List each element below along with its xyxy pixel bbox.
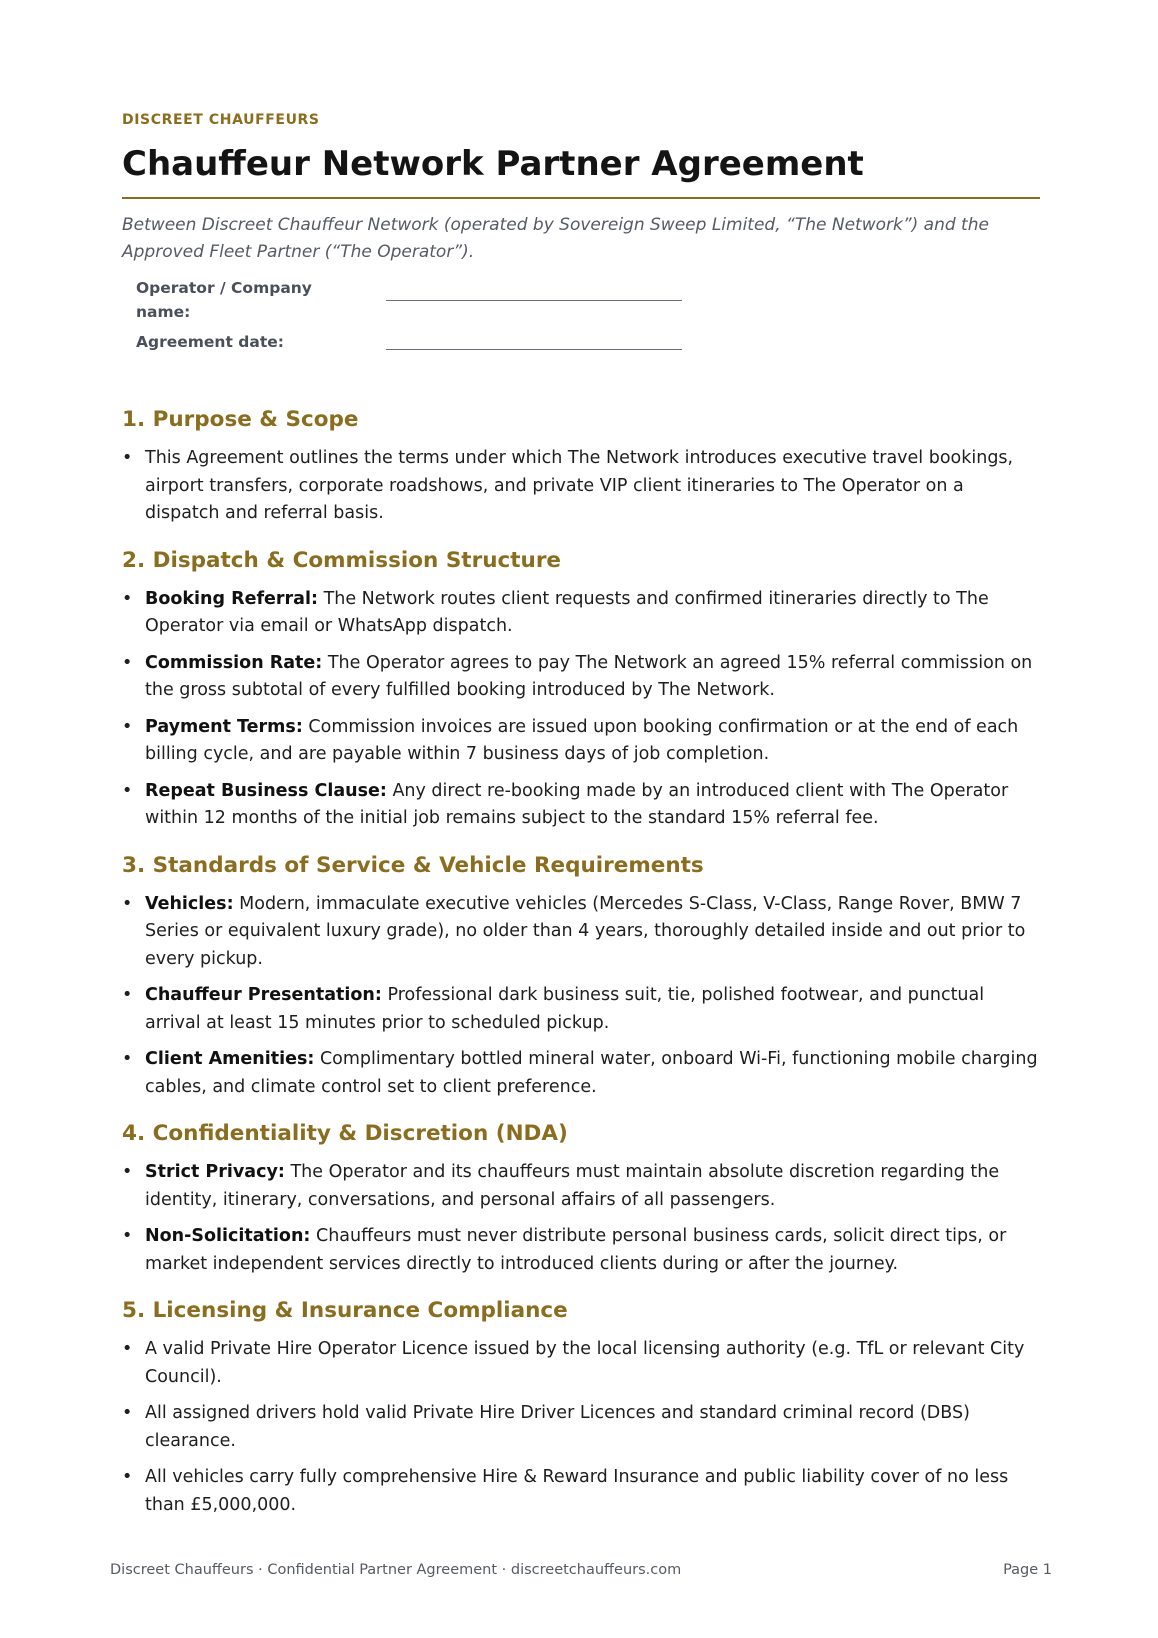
bullet-icon: • [122,1339,133,1359]
section-4 [122,1119,1040,1278]
bullet-icon: • [122,1226,133,1246]
item-text: Professional dark business suit, tie, polished footwear, and punctual arrival at least 15 minutes prior to scheduled pickup. [145,985,985,1033]
bullet-icon: • [122,1467,133,1487]
section-heading: 2. Dispatch & Commission Structure [122,547,562,573]
bullet-icon: • [122,893,133,914]
bullet-icon: • [122,985,133,1005]
section-2 [122,546,1040,833]
item-text: Modern, immaculate executive vehicles (Mercedes S-Class, V-Class, Range Rover, BMW 7 Series or equivalent luxury grade), no older than 4 years, thoroughly detailed inside and out prior to every pickup. [145,893,1026,969]
bullet-icon: • [122,780,133,801]
document-title: Chauffeur Network Partner Agreement [122,144,864,184]
bullet-icon: • [122,652,133,673]
item-lead: Chauffeur Presentation: [145,985,382,1005]
section-list [122,891,1040,1102]
bullet-icon: • [122,1049,133,1069]
bullet-icon: • [122,716,133,737]
section-heading: 4. Confidentiality & Discretion (NDA) [122,1121,568,1146]
footer-text: Discreet Chauffeurs · Confidential Partner Agreement · discreetchauffeurs.com [110,1562,682,1578]
list-item [122,1464,1040,1519]
list-item [122,982,1040,1037]
brand-name: DISCREET CHAUFFEURS [122,112,320,128]
field-blank-line[interactable] [386,349,682,350]
field-label: Agreement date: [136,333,284,351]
title-divider [122,197,1040,199]
item-lead: Strict Privacy: [145,1162,285,1182]
section-list [122,1336,1040,1519]
list-item [122,1336,1040,1391]
item-text: This Agreement outlines the terms under which The Network introduces executive travel bookings, airport transfers, corporate roadshows, and private VIP client itineraries to The Operator on a dispatch and referral basis. [145,448,1014,523]
item-lead: Booking Referral: [145,588,318,609]
list-item [122,445,1040,528]
item-text: The Operator agrees to pay The Network an agreed 15% referral commission on the gross subtotal of every fulfilled booking introduced by The Network. [145,652,1033,700]
field-label: Operator / Company name: [136,279,312,321]
list-item [122,650,1040,705]
item-lead: Non-Solicitation: [145,1226,311,1246]
section-3 [122,851,1040,1102]
item-lead: Vehicles: [145,893,234,914]
section-list [122,586,1040,833]
item-text: Commission invoices are issued upon booking confirmation or at the end of each billing cycle, and are payable within 7 business days of job completion. [145,716,1019,764]
agreement-sections [122,405,1040,1537]
item-lead: Client Amenities: [145,1049,315,1069]
section-heading: 1. Purpose & Scope [122,407,359,432]
item-text: All assigned drivers hold valid Private Hire Driver Licences and standard criminal record (DBS) clearance. [145,1403,970,1451]
list-item [122,1159,1040,1214]
bullet-icon: • [122,1403,133,1423]
bullet-icon: • [122,1162,133,1182]
section-list [122,1159,1040,1278]
list-item [122,1400,1040,1455]
bullet-icon: • [122,588,133,609]
item-lead: Payment Terms: [145,716,303,737]
list-item [122,714,1040,769]
intro-text: Between Discreet Chauffeur Network (operated by Sovereign Sweep Limited, “The Network”) and the Approved Fleet Partner (“The Operator”). [122,215,989,262]
bullet-icon: • [122,448,133,468]
item-lead: Repeat Business Clause: [145,780,387,801]
item-lead: Commission Rate: [145,652,323,673]
section-list [122,445,1040,528]
section-heading: 3. Standards of Service & Vehicle Requirements [122,852,704,878]
item-text: The Network routes client requests and confirmed itineraries directly to The Operator via email or WhatsApp dispatch. [145,588,989,636]
item-text: Chauffeurs must never distribute personal business cards, solicit direct tips, or market independent services directly to introduced clients during or after the journey. [145,1226,1007,1274]
list-item [122,1223,1040,1278]
page-number: Page 1 [1003,1562,1052,1578]
section-heading: 5. Licensing & Insurance Compliance [122,1298,568,1323]
section-5 [122,1296,1040,1519]
list-item [122,778,1040,833]
list-item [122,1046,1040,1101]
item-text: The Operator and its chauffeurs must maintain absolute discretion regarding the identity, itinerary, conversations, and personal affairs of all passengers. [145,1162,1000,1210]
item-text: Complimentary bottled mineral water, onboard Wi-Fi, functioning mobile charging cables, and climate control set to client preference. [145,1049,1038,1097]
item-text: All vehicles carry fully comprehensive Hire & Reward Insurance and public liability cover of no less than £5,000,000. [145,1467,1009,1515]
section-1 [122,405,1040,528]
item-text: Any direct re-booking made by an introduced client with The Operator within 12 months of the initial job remains subject to the standard 15% referral fee. [145,780,1009,828]
field-blank-line[interactable] [386,300,682,301]
list-item [122,586,1040,641]
item-text: A valid Private Hire Operator Licence issued by the local licensing authority (e.g. TfL or relevant City Council). [145,1339,1025,1387]
list-item [122,891,1040,974]
